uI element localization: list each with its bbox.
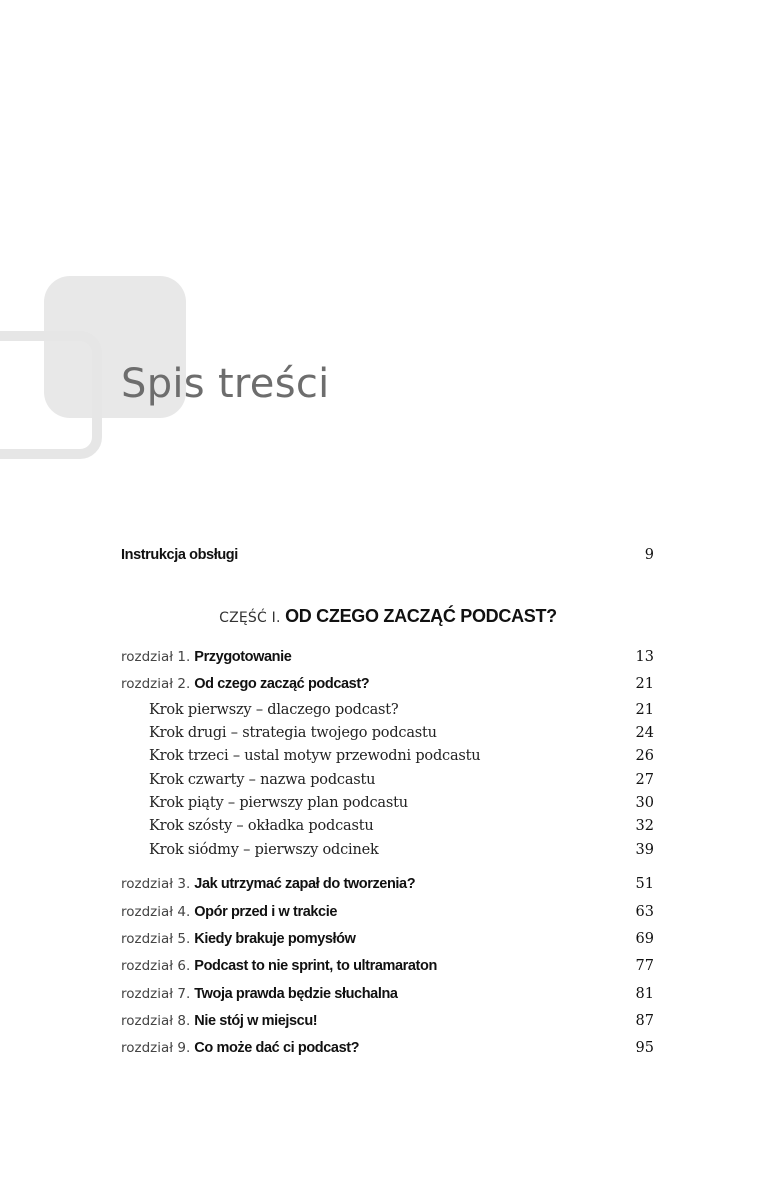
step-title: Krok siódmy – pierwszy odcinek [149,842,379,858]
step-title: Krok pierwszy – dlaczego podcast? [149,702,399,718]
step-title: Krok czwarty – nazwa podcastu [149,772,376,788]
toc-page-number: 21 [635,702,654,718]
toc-page-number: 27 [635,772,654,788]
toc-page-number: 13 [635,649,654,665]
step-title: Krok szósty – okładka podcastu [149,818,374,834]
chapter-title: Od czego zacząć podcast? [194,676,370,692]
chapter-prefix: rozdział 4. [121,904,191,920]
chapter-prefix: rozdział 7. [121,986,191,1002]
toc-chapter-row [121,1040,654,1062]
toc-page-number: 63 [635,904,654,920]
step-title: Krok trzeci – ustal motyw przewodni podcastu [149,748,481,764]
chapter-prefix: rozdział 2. [121,676,191,692]
toc-page-number: 26 [635,748,654,764]
chapter-prefix: rozdział 9. [121,1040,191,1056]
toc-chapter-row [121,904,654,926]
chapter-prefix: rozdział 6. [121,958,191,974]
toc-step-row [149,748,654,770]
toc-entry-intro [121,547,654,569]
part-prefix: CZĘŚĆ I. [219,610,281,626]
toc-page-number: 77 [635,958,654,974]
part-heading [0,606,776,627]
decorative-square-outline [0,331,102,459]
chapter-title: Przygotowanie [194,649,292,665]
chapter-title: Twoja prawda będzie słuchalna [194,986,398,1002]
toc-page-number: 95 [635,1040,654,1056]
chapter-title: Nie stój w miejscu! [194,1013,318,1029]
toc-page-number: 24 [635,725,654,741]
toc-page-number: 21 [635,676,654,692]
toc-step-row [149,772,654,794]
step-title: Krok drugi – strategia twojego podcastu [149,725,437,741]
toc-page-number: 9 [644,547,654,563]
toc-page-number: 81 [635,986,654,1002]
toc-step-row [149,725,654,747]
toc-step-row [149,818,654,840]
toc-entry-title: Instrukcja obsługi [121,547,238,563]
toc-page-number: 69 [635,931,654,947]
toc-step-row [149,795,654,817]
toc-chapter-row [121,876,654,898]
toc-chapter-row [121,676,654,698]
toc-chapter-row [121,649,654,671]
toc-step-row [149,842,654,864]
page-title: Spis treści [121,361,330,407]
chapter-title: Kiedy brakuje pomysłów [194,931,356,947]
chapter-title: Jak utrzymać zapał do tworzenia? [194,876,416,892]
chapter-prefix: rozdział 8. [121,1013,191,1029]
toc-chapter-row [121,1013,654,1035]
toc-page-number: 30 [635,795,654,811]
chapter-prefix: rozdział 3. [121,876,191,892]
toc-step-row [149,702,654,724]
part-title: OD CZEGO ZACZĄĆ PODCAST? [285,606,557,626]
chapter-prefix: rozdział 1. [121,649,191,665]
toc-page-number: 39 [635,842,654,858]
chapter-title: Podcast to nie sprint, to ultramaraton [194,958,437,974]
toc-page-number: 32 [635,818,654,834]
toc-chapter-row [121,958,654,980]
chapter-title: Opór przed i w trakcie [194,904,337,920]
chapter-prefix: rozdział 5. [121,931,191,947]
toc-chapter-row [121,931,654,953]
toc-chapter-row [121,986,654,1008]
chapter-title: Co może dać ci podcast? [194,1040,360,1056]
step-title: Krok piąty – pierwszy plan podcastu [149,795,408,811]
toc-page-number: 87 [635,1013,654,1029]
toc-page-number: 51 [635,876,654,892]
